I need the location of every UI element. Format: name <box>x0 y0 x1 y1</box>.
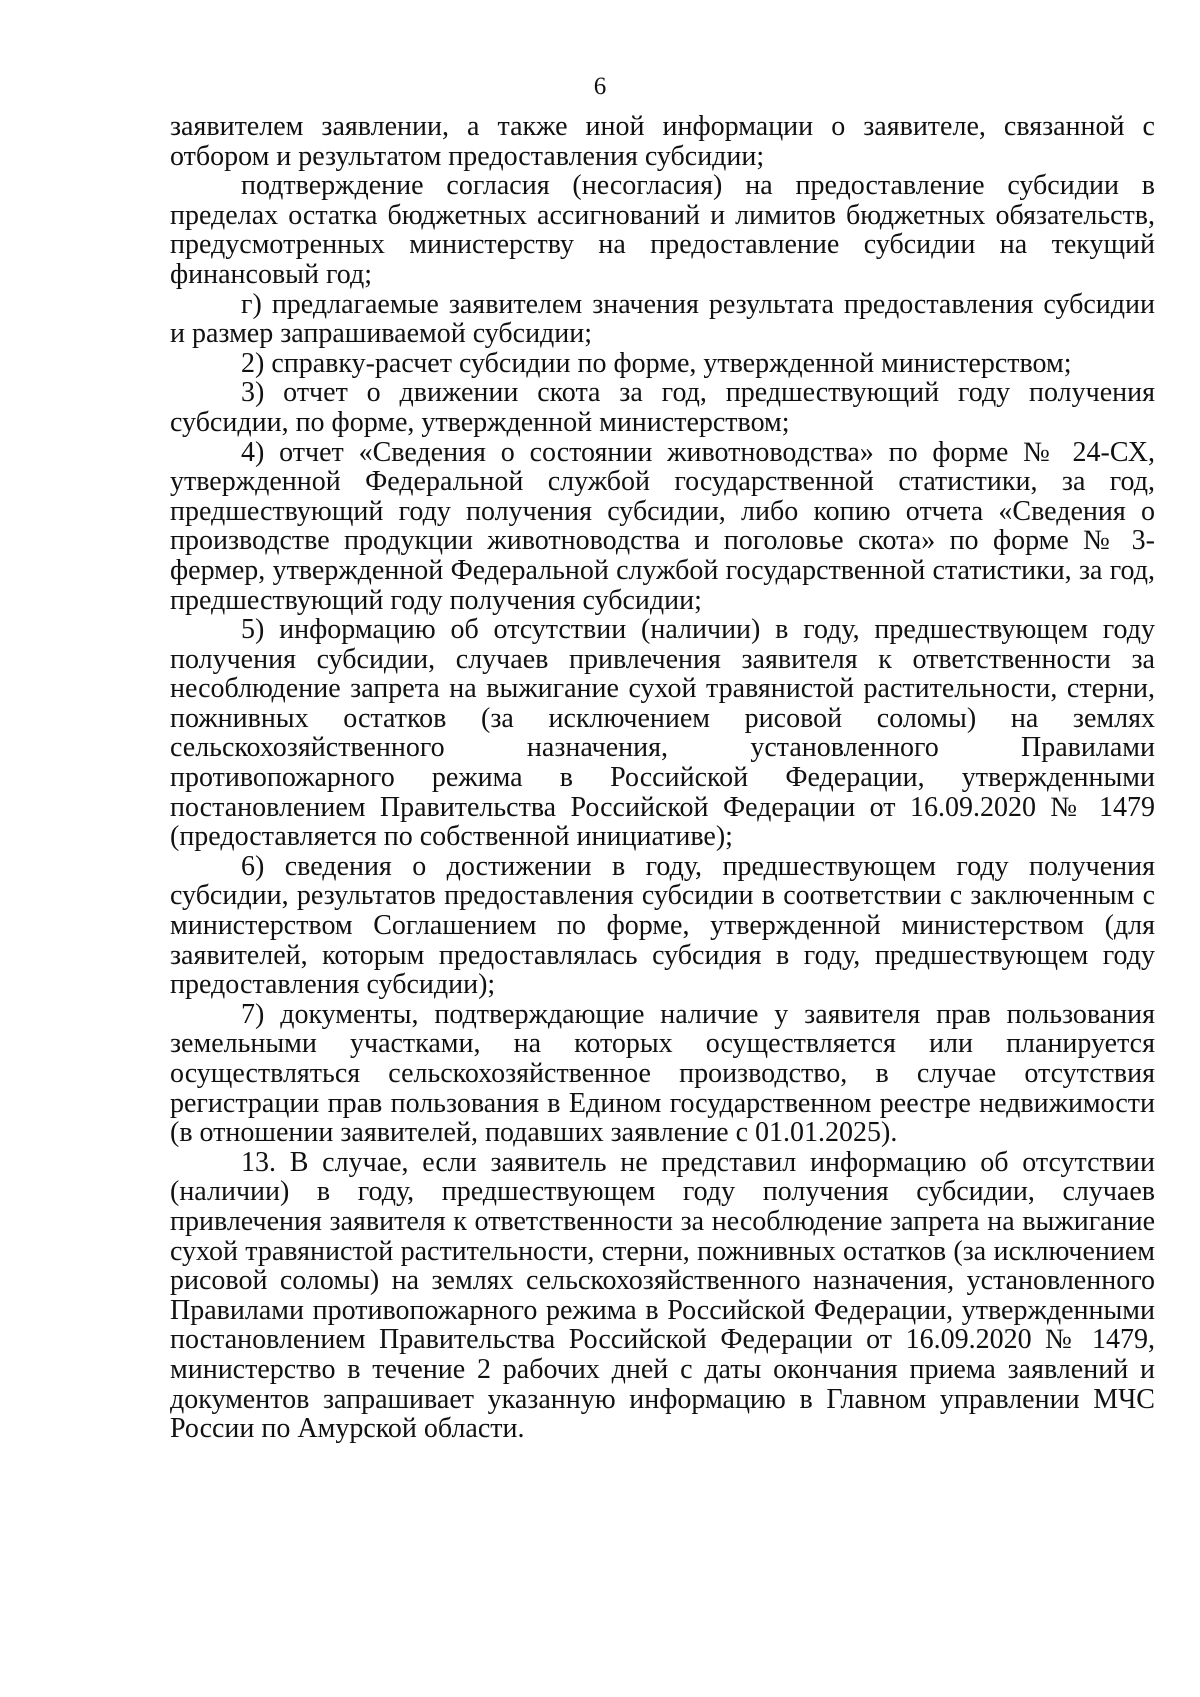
paragraph-section-13: 13. В случае, если заявитель не представил информацию об отсутствии (наличии) в году, предшествующем году получения субсидии, случаев привлечения заявителя к ответственности за несоблюдение запрета на выжигание сухой травянистой растительности, стерни, пожнивных остатков (за исключением рисовой соломы) на землях сельскохозяйственного назначения, установленного Правилами противопожарного режима в Российской Федерации, утвержденными постановлением Правительства Российской Федерации от 16.09.2020 № 1479, министерство в течение 2 рабочих дней с даты окончания приема заявлений и документов запрашивает указанную информацию в Главном управлении МЧС России по Амурской области. <box>170 1146 1155 1445</box>
paragraph-item-4: 4) отчет «Сведения о состоянии животноводства» по форме № 24-СХ, утвержденной Федеральной службой государственной статистики, за год, предшествующий году получения субсидии, либо копию отчета «Сведения о производстве продукции животноводства и поголовье скота» по форме № 3-фермер, утвержденной Федеральной службой государственной статистики, за год, предшествующий году получения субсидии; <box>170 436 1155 616</box>
paragraph-continuation: заявителем заявлении, а также иной информации о заявителе, связанной с отбором и результатом предоставления субсидии; <box>170 111 1155 172</box>
page-number: 6 <box>593 73 607 100</box>
paragraph-item-3: 3) отчет о движении скота за год, предшествующий году получения субсидии, по форме, утвержденной министерством; <box>170 377 1155 438</box>
paragraph-item-g: г) предлагаемые заявителем значения результата предоставления субсидии и размер запрашиваемой субсидии; <box>170 288 1155 350</box>
paragraph-item-6: 6) сведения о достижении в году, предшествующем году получения субсидии, результатов предоставления субсидии в соответствии с заключенным с министерством Соглашением по форме, утвержденной министерством (для заявителей, которым предоставлялась субсидия в году, предшествующем году предоставления субсидии); <box>170 850 1155 1001</box>
document-body <box>170 112 1155 1444</box>
paragraph-item-7: 7) документы, подтверждающие наличие у заявителя прав пользования земельными участками, на которых осуществляется или планируется осуществляться сельскохозяйственное производство, в случае отсутствия регистрации прав пользования в Едином государственном реестре недвижимости (в отношении заявителей, подавших заявление с 01.01.2025). <box>170 998 1155 1149</box>
paragraph-item-5: 5) информацию об отсутствии (наличии) в году, предшествующем году получения субсидии, случаев привлечения заявителя к ответственности за несоблюдение запрета на выжигание сухой травянистой растительности, стерни, пожнивных остатков (за исключением рисовой соломы) на землях сельскохозяйственного назначения, установленного Правилами противопожарного режима в Российской Федерации, утвержденными постановлением Правительства Российской Федерации от 16.09.2020 № 1479 (предоставляется по собственной инициативе); <box>170 614 1155 853</box>
paragraph-item-2: 2) справку-расчет субсидии по форме, утвержденной министерством; <box>241 347 1072 379</box>
paragraph-consent-confirmation: подтверждение согласия (несогласия) на предоставление субсидии в пределах остатка бюджетных ассигнований и лимитов бюджетных обязательств, предусмотренных министерству на предоставление субсидии на текущий финансовый год; <box>170 170 1155 290</box>
